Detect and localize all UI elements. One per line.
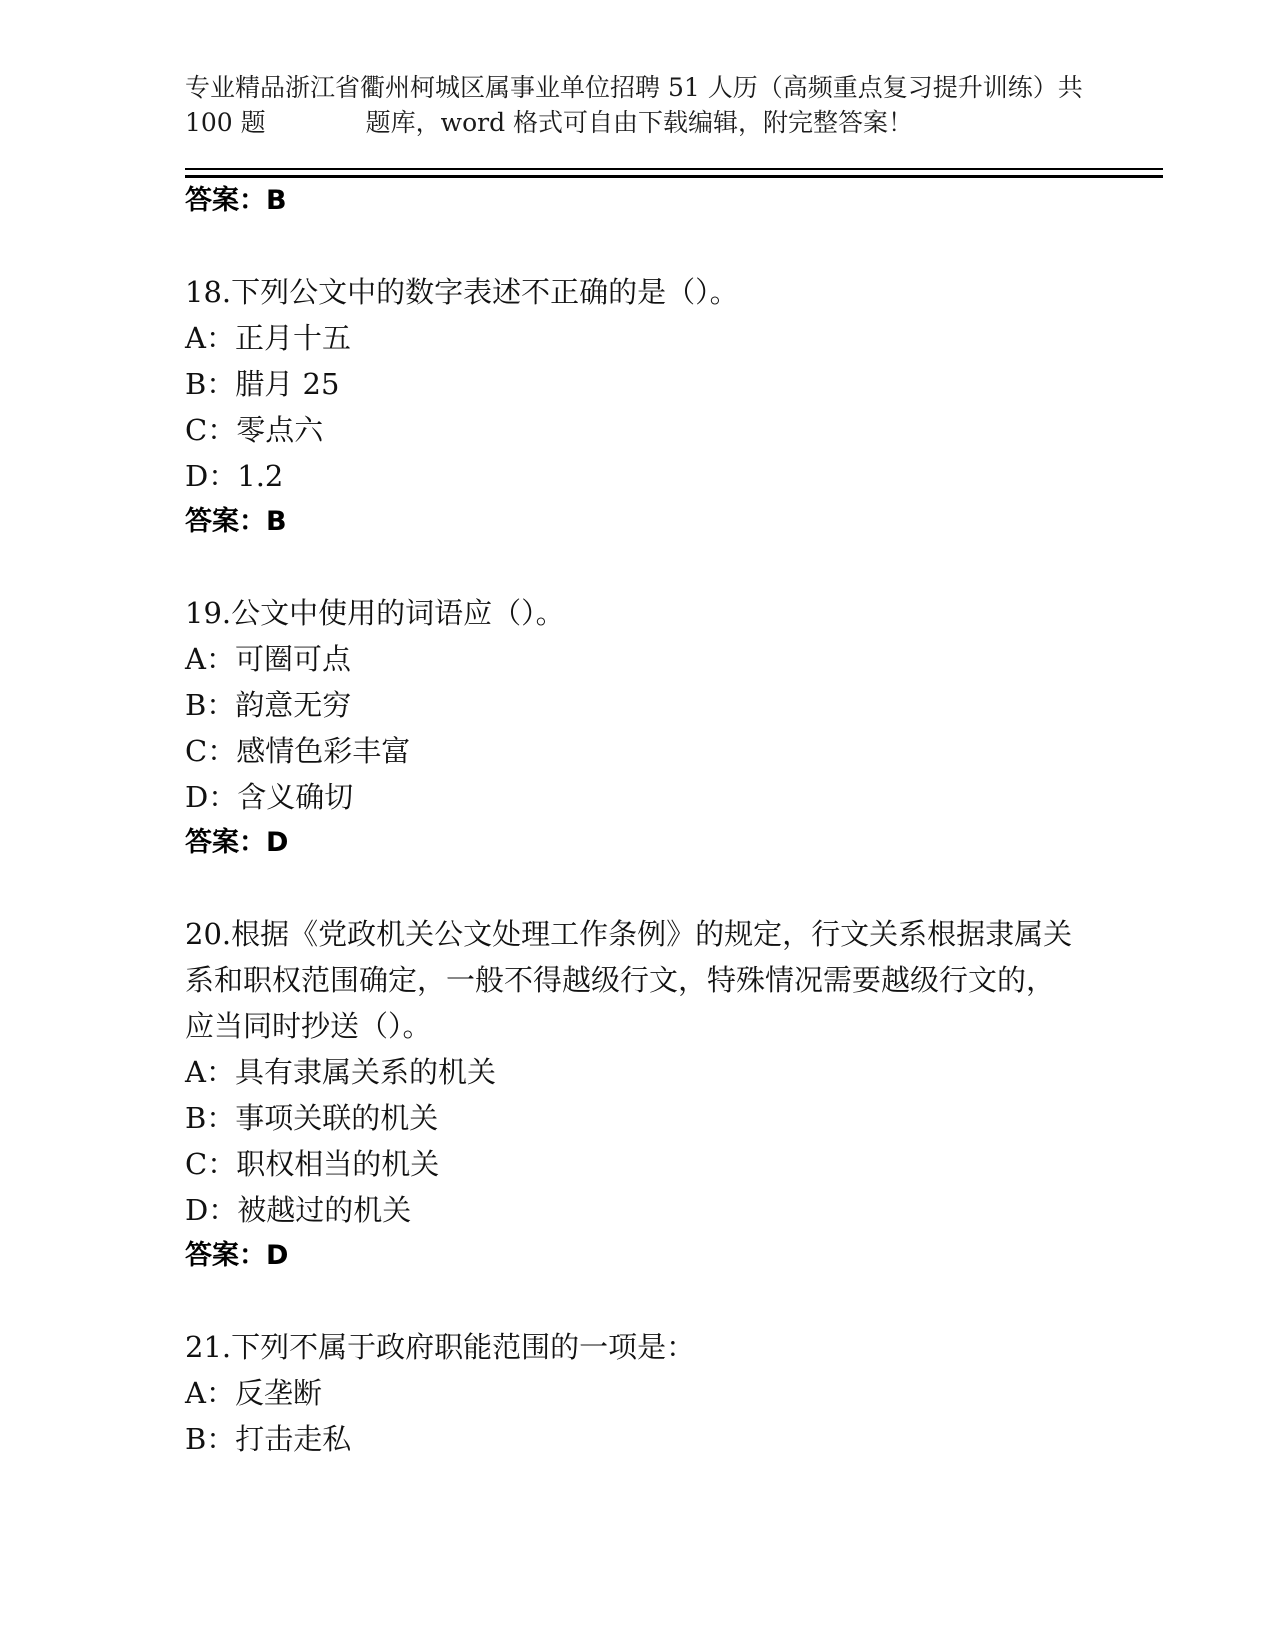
question-19-title: 19.公文中使用的词语应（）。 [185, 596, 565, 630]
question-20-title-line-2: 系和职权范围确定，一般不得越级行文，特殊情况需要越级行文的， [185, 963, 1056, 997]
question-20-option-c: C：职权相当的机关 [185, 1147, 440, 1181]
question-18-answer-line: 答案：B [185, 506, 287, 537]
question-20-title-line-1: 20.根据《党政机关公文处理工作条例》的规定，行文关系根据隶属关 [185, 917, 1073, 951]
question-20-option-b: B：事项关联的机关 [185, 1101, 439, 1135]
question-20-answer-line: 答案：D [185, 1240, 289, 1271]
question-18-title: 18.下列公文中的数字表述不正确的是（）。 [185, 275, 739, 309]
document-body [185, 178, 1163, 1462]
question-18-option-b: B：腊月 25 [185, 367, 340, 401]
question-20-block [185, 911, 1163, 1279]
question-20-option-a: A：具有隶属关系的机关 [185, 1055, 496, 1089]
question-21-option-b: B：打击走私 [185, 1422, 352, 1456]
header-divider-double-rule [185, 168, 1163, 178]
carryover-answer-line: 答案：B [185, 185, 287, 216]
question-21-title: 21.下列不属于政府职能范围的一项是： [185, 1330, 696, 1364]
question-19-option-b: B：韵意无穷 [185, 688, 352, 722]
question-18-block [185, 269, 1163, 545]
question-18-option-c: C：零点六 [185, 413, 324, 447]
question-19-block [185, 590, 1163, 866]
question-18-option-a: A：正月十五 [185, 321, 351, 355]
header-title-line-2: 100 题 题库，word 格式可自由下载编辑，附完整答案！ [185, 108, 914, 137]
question-21-option-a: A：反垄断 [185, 1376, 322, 1410]
document-header [185, 0, 1163, 178]
question-21-block [185, 1324, 1163, 1462]
question-19-option-c: C：感情色彩丰富 [185, 734, 411, 768]
question-19-option-d: D：含义确切 [185, 780, 354, 814]
header-title-line-1: 专业精品浙江省衢州柯城区属事业单位招聘 51 人历（高频重点复习提升训练）共 [185, 73, 1083, 102]
question-20-option-d: D：被越过的机关 [185, 1193, 412, 1227]
question-19-option-a: A：可圈可点 [185, 642, 351, 676]
question-19-answer-line: 答案：D [185, 827, 289, 858]
question-20-title-line-3: 应当同时抄送（）。 [185, 1009, 432, 1043]
question-18-option-d: D：1.2 [185, 459, 284, 493]
